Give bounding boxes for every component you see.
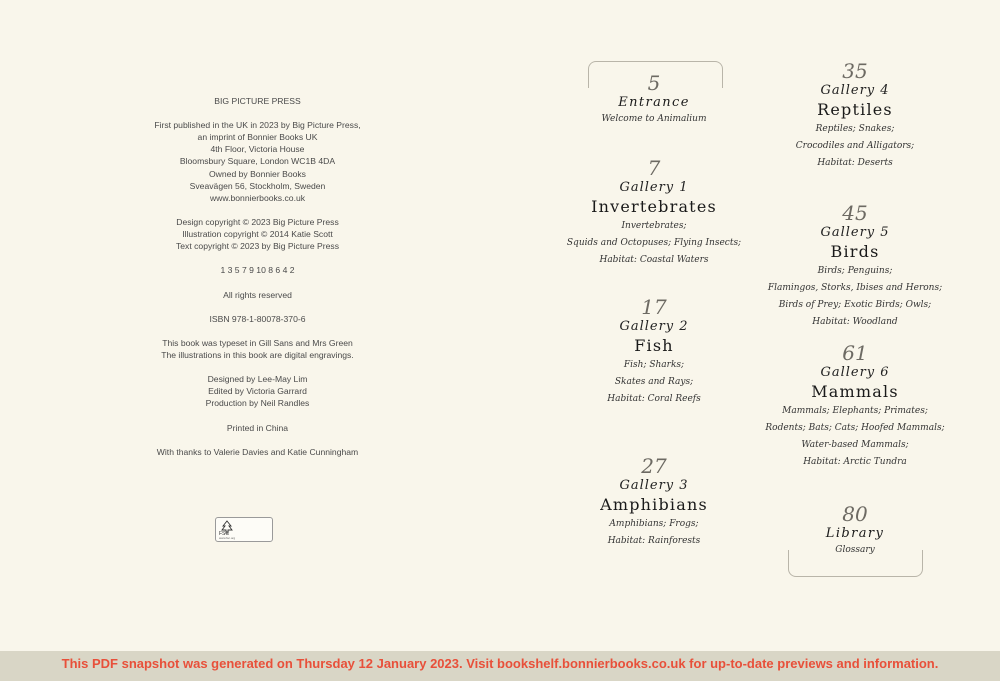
publication-line: 4th Floor, Victoria House xyxy=(210,144,305,155)
section-line: Habitat: Rainforests xyxy=(607,536,701,546)
publication-line: an imprint of Bonnier Books UK xyxy=(197,132,318,143)
section-line: Squids and Octopuses; Flying Insects; xyxy=(566,238,742,248)
gallery-label: Gallery 4 xyxy=(820,83,890,98)
page-number: 80 xyxy=(842,502,868,526)
section-title: Entrance xyxy=(618,95,690,110)
gallery-label: Gallery 5 xyxy=(820,225,890,240)
credit-line: Designed by Lee-May Lim xyxy=(207,374,308,385)
page-number: 7 xyxy=(647,156,661,180)
gallery-label: Gallery 1 xyxy=(619,180,689,195)
copyright-notices xyxy=(130,216,385,252)
section-line: Flamingos, Storks, Ibises and Herons; xyxy=(767,283,943,293)
section-title: Birds xyxy=(830,242,880,261)
pdf-snapshot-banner: This PDF snapshot was generated on Thursday 12 January 2023. Visit bookshelf.bonnierbooks.co.uk for up-to-date previews and information. xyxy=(0,651,1000,681)
section-line: Birds of Prey; Exotic Birds; Owls; xyxy=(778,300,932,310)
isbn: ISBN 978-1-80078-370-6 xyxy=(209,313,306,324)
publisher-website: www.bonnierbooks.co.uk xyxy=(209,192,306,203)
section-line: Fish; Sharks; xyxy=(623,360,685,370)
copyright-line: Design copyright © 2023 Big Picture Press xyxy=(176,216,339,227)
section-title: Mammals xyxy=(811,382,899,401)
publication-details xyxy=(130,119,385,204)
section-line: Invertebrates; xyxy=(621,221,687,231)
gallery-label: Gallery 6 xyxy=(820,365,890,380)
page-number: 17 xyxy=(641,295,667,319)
toc-gallery-2[interactable] xyxy=(554,296,754,408)
credit-line: Edited by Victoria Garrard xyxy=(208,386,307,397)
imprint-page xyxy=(130,95,385,470)
page-number: 45 xyxy=(842,201,868,225)
section-subtitle: Welcome to Animalium xyxy=(601,114,707,124)
typeset-note xyxy=(130,337,385,361)
section-line: Skates and Rays; xyxy=(614,377,694,387)
page-number: 27 xyxy=(641,454,667,478)
typeset-line: This book was typeset in Gill Sans and Mrs Green xyxy=(162,337,353,348)
copyright-line: Illustration copyright © 2014 Katie Scott xyxy=(182,229,333,240)
toc-gallery-1[interactable] xyxy=(554,157,754,269)
section-line: Birds; Penguins; xyxy=(817,266,893,276)
printed-in: Printed in China xyxy=(226,422,289,433)
publication-line: Owned by Bonnier Books xyxy=(209,168,306,179)
fsc-small-text: www.fsc.org xyxy=(219,536,236,540)
acknowledgements: With thanks to Valerie Davies and Katie Cunningham xyxy=(156,446,359,457)
rights-statement: All rights reserved xyxy=(223,289,292,300)
print-line: 1 3 5 7 9 10 8 6 4 2 xyxy=(220,265,295,276)
section-line: Reptiles; Snakes; xyxy=(815,124,895,134)
toc-library[interactable] xyxy=(775,503,935,559)
publisher-name: BIG PICTURE PRESS xyxy=(214,96,301,106)
page-number: 35 xyxy=(842,59,868,83)
page-number: 61 xyxy=(842,341,868,365)
section-line: Habitat: Arctic Tundra xyxy=(803,457,907,467)
toc-gallery-6[interactable] xyxy=(755,342,955,471)
toc-entrance[interactable] xyxy=(574,72,734,128)
copyright-line: Text copyright © 2023 by Big Picture Press xyxy=(175,241,339,252)
section-line: Mammals; Elephants; Primates; xyxy=(782,406,928,416)
section-subtitle: Glossary xyxy=(835,545,875,555)
toc-gallery-5[interactable] xyxy=(755,202,955,331)
section-title: Amphibians xyxy=(600,495,708,514)
section-line: Amphibians; Frogs; xyxy=(609,519,699,529)
publication-line: Bloomsbury Square, London WC1B 4DA xyxy=(179,156,336,167)
section-line: Habitat: Deserts xyxy=(817,158,893,168)
fsc-label: FSC xyxy=(219,531,229,537)
page-number: 5 xyxy=(647,71,661,95)
section-line: Habitat: Coral Reefs xyxy=(607,394,701,404)
section-line: Rodents; Bats; Cats; Hoofed Mammals; xyxy=(765,423,945,433)
section-title: Fish xyxy=(634,336,674,355)
fsc-logo xyxy=(215,517,273,542)
section-line: Water-based Mammals; xyxy=(801,440,909,450)
section-line: Crocodiles and Alligators; xyxy=(795,141,915,151)
publication-line: First published in the UK in 2023 by Big Picture Press, xyxy=(154,120,361,131)
section-title: Invertebrates xyxy=(591,197,717,216)
gallery-label: Gallery 2 xyxy=(619,319,689,334)
section-title: Library xyxy=(825,526,885,541)
gallery-label: Gallery 3 xyxy=(619,478,689,493)
toc-gallery-3[interactable] xyxy=(554,455,754,550)
section-line: Habitat: Coastal Waters xyxy=(599,255,709,265)
section-title: Reptiles xyxy=(817,100,893,119)
credits xyxy=(130,373,385,409)
typeset-line: The illustrations in this book are digital engravings. xyxy=(161,349,354,360)
section-line: Habitat: Woodland xyxy=(812,317,898,327)
toc-gallery-4[interactable] xyxy=(755,60,955,172)
credit-line: Production by Neil Randles xyxy=(205,398,310,409)
publication-line: Sveavägen 56, Stockholm, Sweden xyxy=(189,180,326,191)
